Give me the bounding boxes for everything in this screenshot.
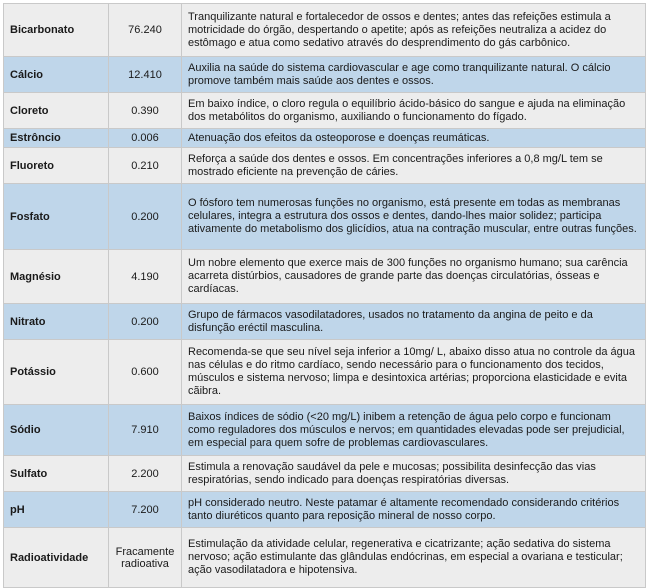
mineral-description: Estimulação da atividade celular, regenerativa e cicatrizante; ação sedativa do sistema nervoso; ação estimulante das glândulas endócrinas, em especial a ovariana e testicular; ação vasodilatadora e hipotensiva. — [182, 528, 646, 588]
mineral-value: 7.910 — [109, 405, 182, 456]
table-row — [4, 57, 646, 93]
mineral-value: 4.190 — [109, 250, 182, 304]
table-row — [4, 93, 646, 129]
mineral-name: pH — [4, 492, 109, 528]
mineral-value: 12.410 — [109, 57, 182, 93]
mineral-table — [3, 3, 646, 588]
mineral-value: Fracamente radioativa — [109, 528, 182, 588]
table-row — [4, 405, 646, 456]
mineral-value: 0.390 — [109, 93, 182, 129]
table-row — [4, 340, 646, 405]
mineral-name: Cálcio — [4, 57, 109, 93]
mineral-value: 7.200 — [109, 492, 182, 528]
mineral-name: Fosfato — [4, 184, 109, 250]
mineral-description: Baixos índices de sódio (<20 mg/L) inibem a retenção de água pelo corpo e funcionam como reguladores dos músculos e nervos; em quantidades elevadas pode ser prejudicial, em especial para quem sofre de problemas cardiovasculares. — [182, 405, 646, 456]
mineral-name: Sulfato — [4, 456, 109, 492]
mineral-name: Bicarbonato — [4, 4, 109, 57]
mineral-name: Fluoreto — [4, 148, 109, 184]
mineral-name: Nitrato — [4, 304, 109, 340]
mineral-description: Em baixo índice, o cloro regula o equilíbrio ácido-básico do sangue e ajuda na eliminação dos metabólitos do organismo, auxiliando o funcionamento do fígado. — [182, 93, 646, 129]
mineral-value: 0.200 — [109, 184, 182, 250]
table-row — [4, 528, 646, 588]
mineral-description: Estimula a renovação saudável da pele e mucosas; possibilita desinfecção das vias respiratórias, sendo indicado para doenças respiratórias diversas. — [182, 456, 646, 492]
mineral-name: Magnésio — [4, 250, 109, 304]
table-row — [4, 4, 646, 57]
mineral-name: Radioatividade — [4, 528, 109, 588]
table-row — [4, 304, 646, 340]
mineral-description: Atenuação dos efeitos da osteoporose e doenças reumáticas. — [182, 129, 646, 148]
mineral-value: 2.200 — [109, 456, 182, 492]
mineral-description: Um nobre elemento que exerce mais de 300 funções no organismo humano; sua carência acarreta distúrbios, causadores de grande parte das doenças circulatórias, ósseas e cardíacas. — [182, 250, 646, 304]
mineral-description: pH considerado neutro. Neste patamar é altamente recomendado considerando critérios tanto diuréticos quanto para reposição mineral de nosso corpo. — [182, 492, 646, 528]
mineral-description: Reforça a saúde dos dentes e ossos. Em concentrações inferiores a 0,8 mg/L tem se mostrado eficiente na prevenção de cáries. — [182, 148, 646, 184]
mineral-value: 0.600 — [109, 340, 182, 405]
mineral-name: Cloreto — [4, 93, 109, 129]
table-row — [4, 129, 646, 148]
mineral-value: 0.210 — [109, 148, 182, 184]
mineral-value: 0.006 — [109, 129, 182, 148]
table-row — [4, 456, 646, 492]
table-row — [4, 492, 646, 528]
mineral-description: Auxilia na saúde do sistema cardiovascular e age como tranquilizante natural. O cálcio promove também mais saúde aos dentes e ossos. — [182, 57, 646, 93]
mineral-description: Recomenda-se que seu nível seja inferior a 10mg/ L, abaixo disso atua no controle da água nas células e do ritmo cardíaco, sendo necessário para o funcionamento dos tecidos, músculos e sistema nervoso; limpa e desintoxica artérias; proporciona elasticidade e evita cãibra. — [182, 340, 646, 405]
mineral-name: Potássio — [4, 340, 109, 405]
mineral-description: O fósforo tem numerosas funções no organismo, está presente em todas as membranas celulares, integra a estrutura dos ossos e dentes, dando-lhes maior solidez; participa ativamente do metabolismo dos glicídios, atua na contração muscular, entre outras funções. — [182, 184, 646, 250]
table-row — [4, 184, 646, 250]
mineral-name: Sódio — [4, 405, 109, 456]
mineral-description: Grupo de fármacos vasodilatadores, usados no tratamento da angina de peito e da disfunção eréctil masculina. — [182, 304, 646, 340]
mineral-value: 76.240 — [109, 4, 182, 57]
table-row — [4, 250, 646, 304]
table-row — [4, 148, 646, 184]
mineral-name: Estrôncio — [4, 129, 109, 148]
mineral-description: Tranquilizante natural e fortalecedor de ossos e dentes; antes das refeições estimula a motricidade do órgão, despertando o apetite; após as refeições neutraliza a acidez do estômago e atua como sedativo através do desprendimento do gás carbônico. — [182, 4, 646, 57]
mineral-value: 0.200 — [109, 304, 182, 340]
